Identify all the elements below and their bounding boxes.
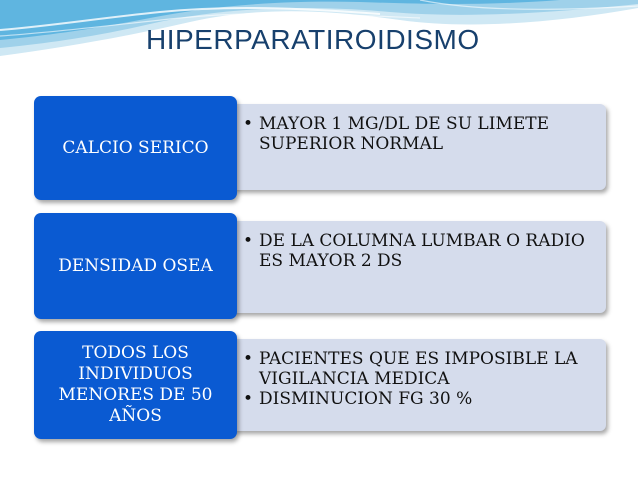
bullet-item: • DE LA COLUMNA LUMBAR O RADIO ES MAYOR 2 DS xyxy=(259,231,596,271)
bullet-item: • PACIENTES QUE ES IMPOSIBLE LA VIGILANCIA MEDICA xyxy=(259,349,596,389)
criteria-detail-box xyxy=(231,339,606,431)
bullet-item: • MAYOR 1 MG/DL DE SU LIMETE SUPERIOR NORMAL xyxy=(259,114,596,154)
bullet-list xyxy=(231,339,606,409)
criteria-label: DENSIDAD OSEA xyxy=(58,255,213,276)
bullet-item: • DISMINUCION FG 30 % xyxy=(259,389,596,409)
criteria-label-box xyxy=(34,96,237,200)
criteria-label-box xyxy=(34,331,237,439)
criteria-detail-box xyxy=(231,221,606,313)
criteria-row-calcio xyxy=(34,96,606,206)
criteria-label: TODOS LOS INDIVIDUOS MENORES DE 50 AÑOS xyxy=(58,343,213,426)
slide-title: HIPERPARATIROIDISMO xyxy=(146,24,480,55)
criteria-detail-box xyxy=(231,104,606,190)
bullet-list xyxy=(231,221,606,271)
bullet-list xyxy=(231,104,606,154)
criteria-row-densidad xyxy=(34,213,606,323)
criteria-label: CALCIO SERICO xyxy=(62,137,209,158)
criteria-label-box xyxy=(34,213,237,319)
criteria-row-individuos xyxy=(34,331,606,443)
